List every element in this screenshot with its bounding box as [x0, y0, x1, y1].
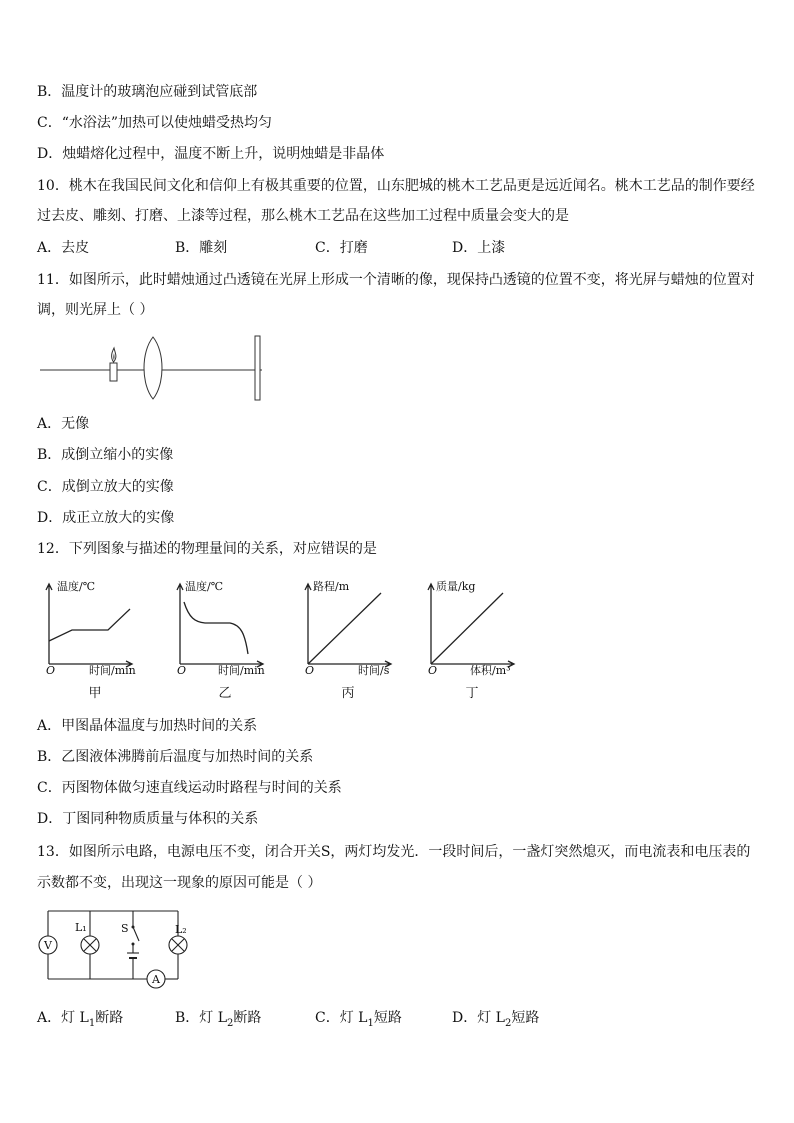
graph-bing-caption: 丙 — [341, 686, 355, 701]
q9-option-b: B．温度计的玻璃泡应碰到试管底部 — [37, 84, 258, 100]
graph-bing-line — [308, 593, 381, 664]
q12-option-b: B．乙图液体沸腾前后温度与加热时间的关系 — [37, 749, 314, 765]
graph-ding-xlabel: 体积/m³ — [470, 664, 511, 677]
q11-option-a: A．无像 — [37, 416, 90, 432]
graph-yi-curve — [184, 602, 248, 654]
ammeter — [147, 970, 165, 988]
q9-option-d: D．烛蜡熔化过程中，温度不断上升，说明烛蜡是非晶体 — [37, 146, 385, 162]
q13-stem-line1: 13．如图所示电路，电源电压不变，闭合开关S，两灯均发光．一段时间后，一盏灯突然熄灭，而电流表和电压表的 — [37, 844, 751, 860]
graph-yi-ylabel: 温度/℃ — [185, 580, 224, 593]
convex-lens — [144, 337, 162, 399]
graph-bing-xlabel: 时间/s — [358, 664, 390, 677]
graph-ding-caption: 丁 — [465, 686, 479, 701]
voltmeter-label: V — [44, 939, 52, 952]
q11-stem-line2: 调，则光屏上（ ） — [37, 302, 154, 318]
q13-option-a: A．灯 $L_1$断路 — [37, 1010, 124, 1029]
lamp-l2 — [169, 923, 187, 954]
q13-circuit-diagram — [36, 903, 196, 993]
q11-option-c: C．成倒立放大的实像 — [37, 479, 174, 495]
q12-stem: 12．下列图象与描述的物理量间的关系，对应错误的是 — [37, 541, 377, 557]
graph-bing-ylabel: 路程/m — [313, 580, 350, 593]
q11-option-b: B．成倒立缩小的实像 — [37, 447, 174, 463]
q13-option-d: D．灯 $L_2$短路 — [452, 1010, 540, 1029]
graph-jia-ylabel: 温度/℃ — [57, 580, 96, 593]
graph-yi-origin: O — [177, 664, 187, 677]
graph-jia-curve — [49, 609, 130, 641]
q10-stem-line1: 10．桃木在我国民间文化和信仰上有极其重要的位置，山东肥城的桃木工艺品更是远近闻名。桃木工艺品的制作要经 — [37, 178, 755, 194]
graph-yi-caption: 乙 — [218, 686, 232, 701]
q12-option-c: C．丙图物体做匀速直线运动时路程与时间的关系 — [37, 780, 342, 796]
q10-stem-line2: 过去皮、雕刻、打磨、上漆等过程，那么桃木工艺品在这些加工过程中质量会变大的是 — [37, 208, 569, 224]
q12-graph-bing — [303, 574, 403, 676]
q11-stem-line1: 11．如图所示，此时蜡烛通过凸透镜在光屏上形成一个清晰的像，现保持凸透镜的位置不变，将光屏与蜡烛的位置对 — [37, 272, 755, 288]
q12-graph-ding — [426, 574, 526, 676]
q11-optics-diagram — [40, 336, 270, 396]
graph-ding-ylabel: 质量/kg — [436, 580, 476, 593]
q12-option-d: D．丁图同种物质质量与体积的关系 — [37, 811, 259, 827]
ammeter-label: A — [152, 973, 160, 986]
lamp-l1 — [75, 921, 99, 954]
graph-jia-origin: O — [46, 664, 56, 677]
voltmeter — [39, 936, 57, 954]
graph-bing-origin: O — [305, 664, 315, 677]
q13-option-b: B．灯 $L_2$断路 — [175, 1010, 262, 1029]
q10-option-c: C．打磨 — [315, 240, 368, 256]
q9-option-c: C．“水浴法”加热可以使烛蜡受热均匀 — [37, 115, 273, 131]
graph-jia-xlabel: 时间/min — [89, 664, 136, 677]
switch-label: S — [121, 922, 129, 935]
q10-option-a: A．去皮 — [37, 240, 90, 256]
q10-option-d: D．上漆 — [452, 240, 506, 256]
q13-option-c: C．灯 $L_1$短路 — [315, 1010, 402, 1029]
q12-graph-yi — [175, 574, 275, 676]
candle — [110, 348, 117, 381]
q13-stem-line2: 示数都不变，出现这一现象的原因可能是（ ） — [37, 875, 322, 891]
lamp-l2-label: L₂ — [175, 923, 187, 936]
q11-option-d: D．成正立放大的实像 — [37, 510, 175, 526]
graph-yi-xlabel: 时间/min — [218, 664, 265, 677]
lamp-l1-label: L₁ — [75, 921, 87, 934]
q12-graph-jia — [44, 574, 144, 676]
q12-option-a: A．甲图晶体温度与加热时间的关系 — [37, 718, 258, 734]
q10-option-b: B．雕刻 — [175, 240, 228, 256]
graph-jia-caption: 甲 — [88, 686, 102, 701]
graph-ding-line — [431, 593, 503, 664]
light-screen — [255, 336, 260, 400]
graph-ding-origin: O — [428, 664, 438, 677]
